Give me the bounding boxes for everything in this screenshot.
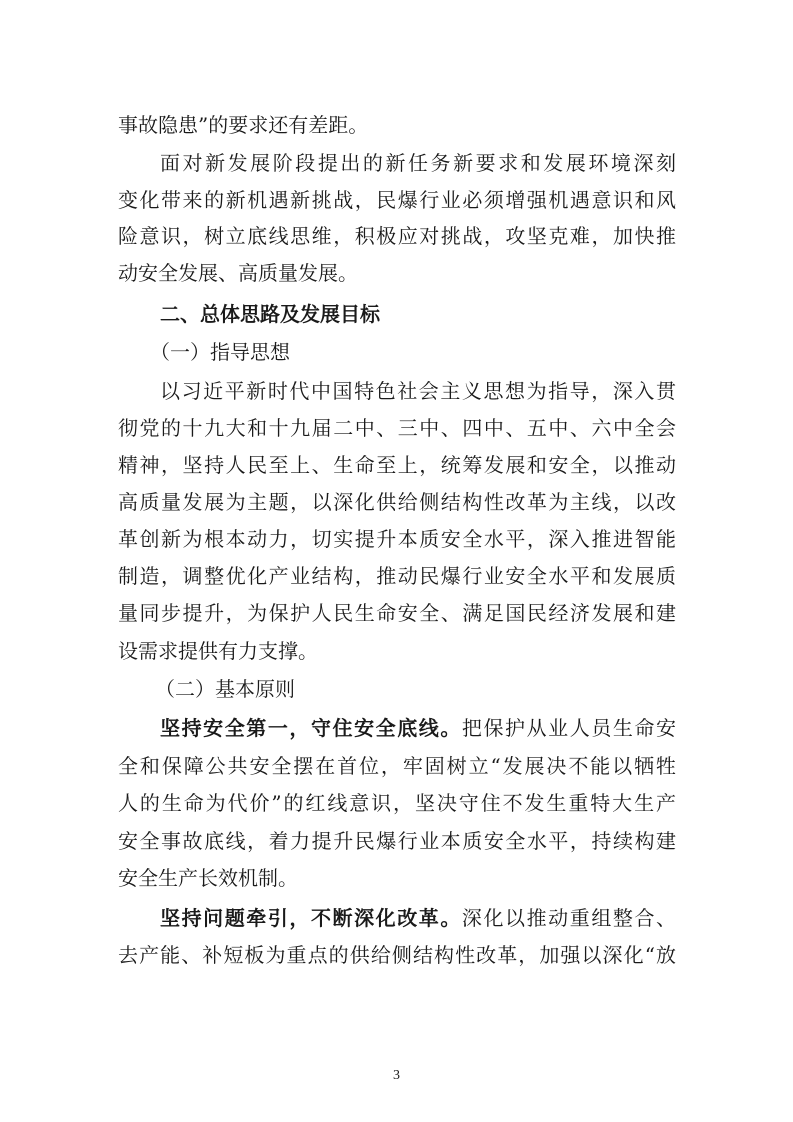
- text-line: 动安全发展、高质量发展。: [118, 261, 358, 285]
- principle-title: 坚持问题牵引，不断深化改革。: [160, 906, 462, 930]
- subsection-heading: （二）基本原则: [155, 677, 295, 701]
- text-line: 革创新为根本动力，切实提升本质安全水平，深入推进智能: [118, 527, 676, 551]
- section-heading: 二、总体思路及发展目标: [160, 302, 380, 326]
- text-line: 安全事故底线，着力提升民爆行业本质安全水平，持续构建: [118, 829, 676, 853]
- text-line: 面对新发展阶段提出的新任务新要求和发展环境深刻: [160, 151, 676, 175]
- text-line: 设需求提供有力支撑。: [118, 639, 318, 663]
- text-line: 精神，坚持人民至上、生命至上，统筹发展和安全，以推动: [118, 453, 676, 477]
- principle-title: 坚持安全第一，守住安全底线。: [160, 716, 462, 740]
- principle-text: 把保护从业人员生命安: [461, 716, 676, 740]
- text-line: [160, 715, 676, 741]
- text-line: 人的生命为代价”的红线意识，坚决守住不发生重特大生产: [118, 791, 676, 815]
- text-line: 险意识，树立底线思维，积极应对挑战，攻坚克难，加快推: [118, 224, 676, 248]
- subsection-heading: （一）指导思想: [150, 340, 290, 364]
- page-number: 3: [393, 1068, 400, 1083]
- text-line: 彻党的十九大和十九届二中、三中、四中、五中、六中全会: [118, 416, 676, 440]
- text-line: 事故隐患”的要求还有差距。: [118, 113, 369, 137]
- text-line: 高质量发展为主题，以深化供给侧结构性改革为主线，以改: [118, 490, 676, 514]
- text-line: 制造，调整优化产业结构，推动民爆行业安全水平和发展质: [118, 564, 676, 588]
- principle-text: 深化以推动重组整合、: [461, 906, 676, 930]
- text-line: 去产能、补短板为重点的供给侧结构性改革，加强以深化“放: [118, 943, 676, 967]
- text-line: 以习近平新时代中国特色社会主义思想为指导，深入贯: [160, 379, 676, 403]
- text-line: [160, 905, 676, 931]
- text-line: 量同步提升，为保护人民生命安全、满足国民经济发展和建: [118, 601, 676, 625]
- text-line: 安全生产长效机制。: [118, 866, 298, 890]
- text-line: 变化带来的新机遇新挑战，民爆行业必须增强机遇意识和风: [118, 188, 676, 212]
- text-line: 全和保障公共安全摆在首位，牢固树立“发展决不能以牺牲: [118, 754, 676, 778]
